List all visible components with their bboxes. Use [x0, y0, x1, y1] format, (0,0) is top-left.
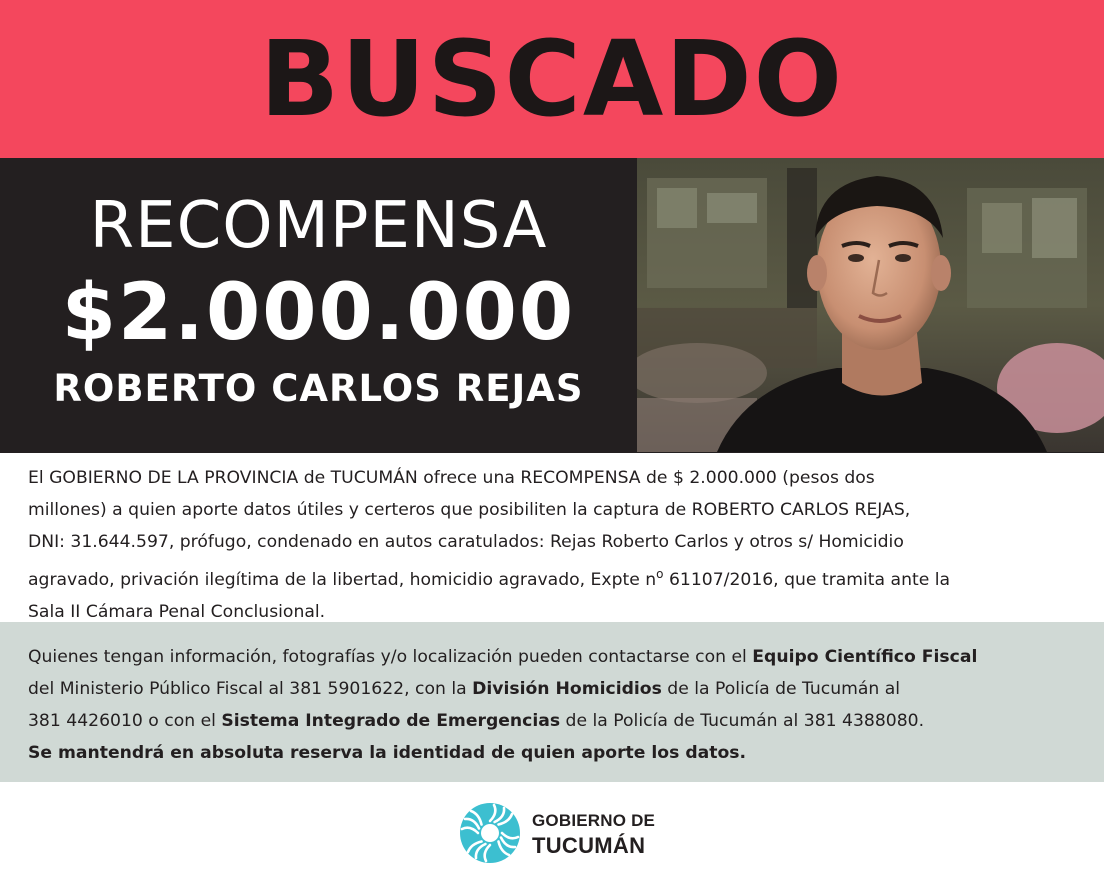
ordinal-mark: o [656, 567, 664, 581]
contact-text-segment: de la Policía de Tucumán al 381 4388080. [560, 711, 925, 731]
confidentiality-note [28, 737, 1088, 769]
wanted-name: ROBERTO CARLOS REJAS [53, 367, 584, 410]
description-text: 61107/2016, que tramita ante la [663, 570, 951, 590]
contact-section [0, 622, 1104, 782]
description [28, 462, 1078, 628]
description-line [28, 558, 1078, 596]
footer [0, 782, 1104, 881]
contact-text-segment: de la Policía de Tucumán al [661, 679, 901, 699]
contact-text-segment: Quienes tengan información, fotografías y/o localización pueden contactarse con el [28, 647, 753, 667]
contact-text-segment: del Ministerio Público Fiscal al 381 5901622, con la [28, 679, 473, 699]
contact-org-equipo: Equipo Científico Fiscal [752, 647, 978, 667]
logo-text-line1: GOBIERNO DE [532, 811, 656, 830]
confidentiality-text: Se mantendrá en absoluta reserva la identidad de quien aporte los datos. [28, 743, 747, 763]
logo-text-line2: TUCUMÁN [532, 833, 646, 858]
reward-label: RECOMPENSA [89, 189, 548, 263]
section-divider [0, 452, 1104, 453]
description-text: agravado, privación ilegítima de la libertad, homicidio agravado, Expte n [28, 570, 657, 590]
contact-line [28, 705, 1088, 737]
description-line: Sala II Cámara Penal Conclusional. [28, 602, 326, 622]
contact-org-emergencias: Sistema Integrado de Emergencias [221, 711, 561, 731]
description-line: DNI: 31.644.597, prófugo, condenado en autos caratulados: Rejas Roberto Carlos y otros s/ Homicidio [28, 532, 904, 552]
description-line: millones) a quien aporte datos útiles y certeros que posibiliten la captura de ROBERTO CARLOS REJAS, [28, 500, 911, 520]
government-logo [458, 801, 656, 865]
contact-org-homicidios: División Homicidios [472, 679, 662, 699]
reward-amount: $2.000.000 [61, 268, 576, 358]
suspect-photo [637, 158, 1104, 452]
description-line: El GOBIERNO DE LA PROVINCIA de TUCUMÁN ofrece una RECOMPENSA de $ 2.000.000 (pesos dos [28, 468, 875, 488]
contact-line [28, 641, 1088, 673]
sun-emblem-icon [458, 801, 522, 865]
contact-text [28, 641, 1088, 769]
contact-text-segment: 381 4426010 o con el [28, 711, 222, 731]
header-banner [0, 0, 1104, 158]
reward-panel [0, 158, 637, 452]
contact-line [28, 673, 1088, 705]
headline: BUSCADO [259, 18, 845, 140]
